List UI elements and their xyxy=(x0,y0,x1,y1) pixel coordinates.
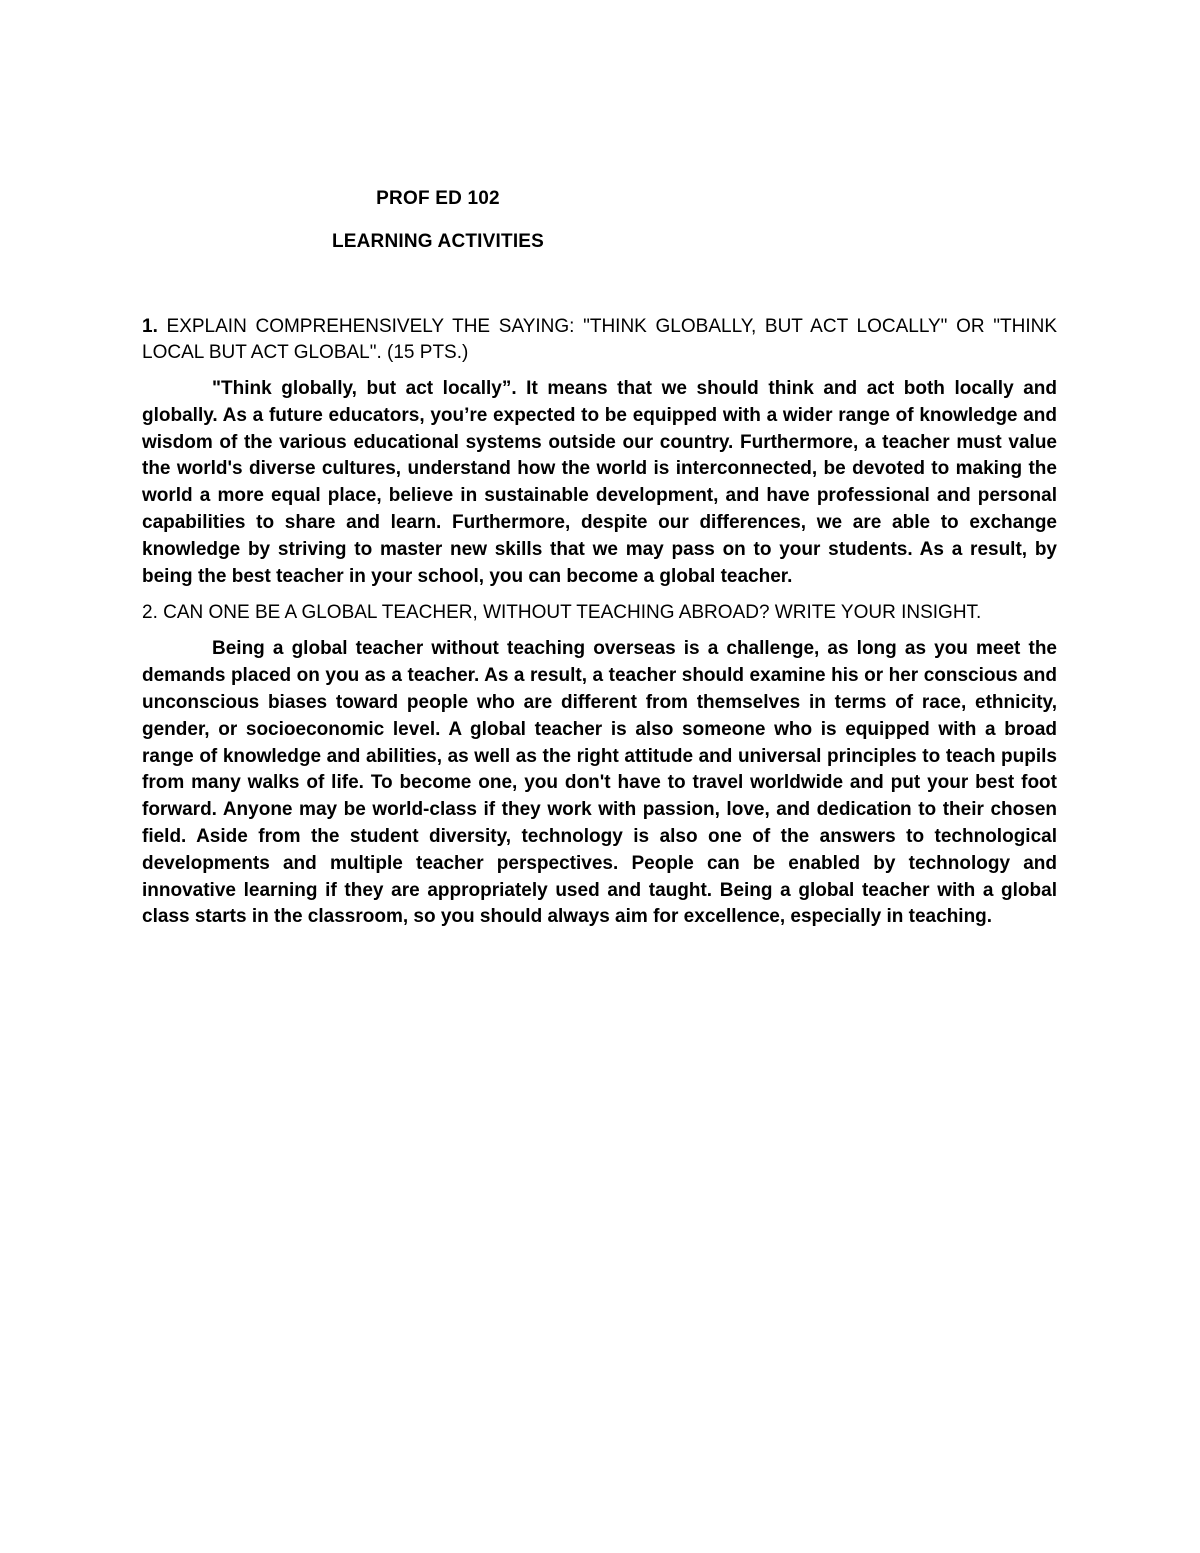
document-title: PROF ED 102 xyxy=(376,188,500,209)
question-1-text: EXPLAIN COMPREHENSIVELY THE SAYING: "THINK GLOBALLY, BUT ACT LOCALLY" OR "THINK LOCAL BUT ACT GLOBAL". (15 PTS.) xyxy=(142,316,1057,363)
question-1-number: 1. xyxy=(142,316,158,337)
question-2: 2. CAN ONE BE A GLOBAL TEACHER, WITHOUT TEACHING ABROAD? WRITE YOUR INSIGHT. xyxy=(142,602,982,624)
document-subtitle: LEARNING ACTIVITIES xyxy=(331,231,545,252)
answer-1: "Think globally, but act locally”. It means that we should think and act both locally and globally. As a future educators, you’re expected to be equipped with a wider range of knowledge and wisdom of the various educational systems outside our country. Furthermore, a teacher must value the world's diverse cultures, understand how the world is interconnected, be devoted to making the world a more equal place, believe in sustainable development, and have professional and personal capabilities to share and learn. Furthermore, despite our differences, we are able to exchange knowledge by striving to master new skills that we may pass on to your students. As a result, by being the best teacher in your school, you can become a global teacher. xyxy=(142,378,1057,587)
answer-2: Being a global teacher without teaching overseas is a challenge, as long as you meet the demands placed on you as a teacher. As a result, a teacher should examine his or her conscious and unconscious biases toward people who are different from themselves in terms of race, ethnicity, gender, or socioeconomic level. A global teacher is also someone who is equipped with a broad range of knowledge and abilities, as well as the right attitude and universal principles to teach pupils from many walks of life. To become one, you don't have to travel worldwide and put your best foot forward. Anyone may be world-class if they work with passion, love, and dedication to their chosen field. Aside from the student diversity, technology is also one of the answers to technological developments and multiple teacher perspectives. People can be enabled by technology and innovative learning if they are appropriately used and taught. Being a global teacher with a global class starts in the classroom, so you should always aim for excellence, especially in teaching. xyxy=(142,638,1057,928)
document-body xyxy=(142,314,1057,941)
question-1 xyxy=(142,314,1057,366)
